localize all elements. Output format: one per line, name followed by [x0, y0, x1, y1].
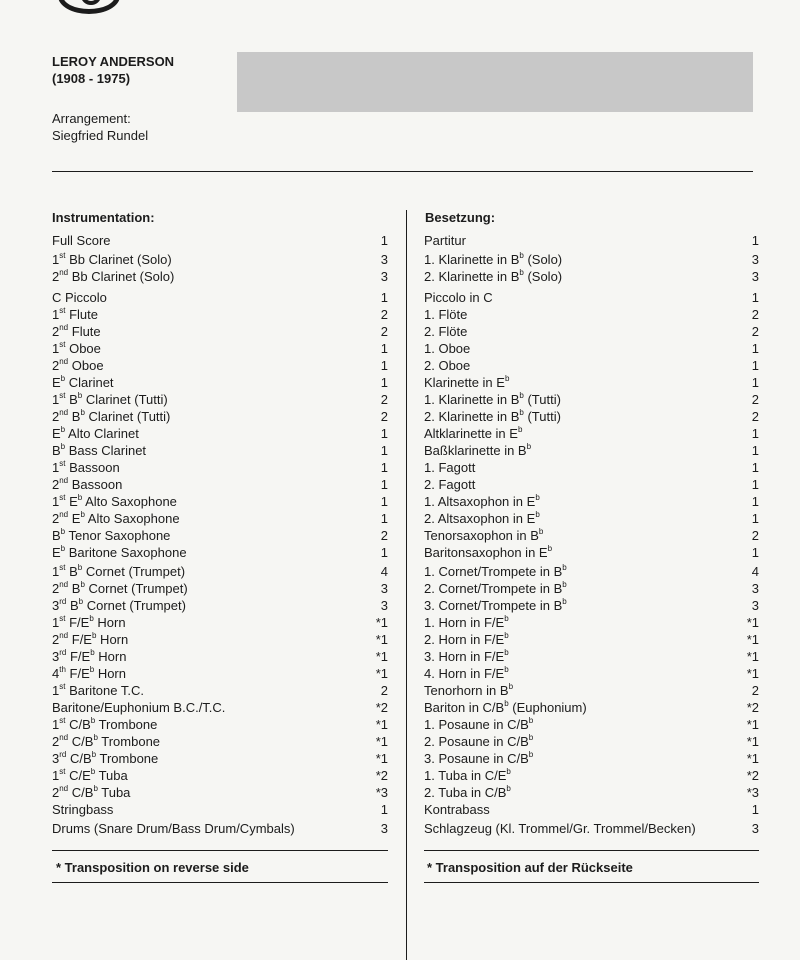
right-part-count: 1 — [751, 511, 759, 526]
right-instrument-name: Schlagzeug (Kl. Trommel/Gr. Trommel/Becken) — [424, 821, 696, 836]
right-list-row — [424, 460, 759, 477]
left-part-count: *1 — [375, 666, 388, 681]
left-part-count: *1 — [375, 734, 388, 749]
right-list-row — [424, 252, 759, 269]
left-list-row — [52, 341, 388, 358]
right-list-row — [424, 494, 759, 511]
right-footnote-bottom-rule — [424, 882, 759, 883]
right-instrument-name: 2. Klarinette in $B^b$ (Tutti) — [424, 407, 561, 424]
right-footnote: * Transposition auf der Rückseite — [427, 860, 633, 875]
right-footnote-top-rule — [424, 850, 759, 851]
left-instrument-name: 2nd Oboe — [52, 356, 104, 373]
right-part-count: 1 — [751, 358, 759, 373]
right-part-count: 1 — [751, 802, 759, 817]
left-part-count: 1 — [380, 358, 388, 373]
right-instrument-name: Klarinette in $E^b$ — [424, 373, 510, 390]
right-part-count: 1 — [751, 375, 759, 390]
right-part-count: 1 — [751, 443, 759, 458]
right-list-row — [424, 358, 759, 375]
right-part-count: 1 — [751, 233, 759, 248]
left-instrument-name: 1st $F/E^b$ Horn — [52, 613, 126, 630]
right-part-count: 3 — [751, 598, 759, 613]
right-list-row — [424, 632, 759, 649]
left-list-row — [52, 494, 388, 511]
instrumentation-list — [52, 233, 388, 841]
right-part-count: 1 — [751, 290, 759, 305]
right-list-row — [424, 821, 759, 841]
left-part-count: *3 — [375, 785, 388, 800]
right-instrument-name: Baßklarinette in $B^b$ — [424, 441, 532, 458]
left-part-count: *1 — [375, 717, 388, 732]
left-instrument-name: 2nd $F/E^b$ Horn — [52, 630, 129, 647]
right-part-count: *1 — [746, 632, 759, 647]
right-list-row — [424, 683, 759, 700]
right-list-row — [424, 717, 759, 734]
right-instrument-name: 1. Tuba in $C/E^b$ — [424, 766, 511, 783]
left-list-row — [52, 358, 388, 375]
left-instrument-name: 3rd $F/E^b$ Horn — [52, 647, 127, 664]
left-instrument-name: 2nd Flute — [52, 322, 101, 339]
left-part-count: 1 — [380, 511, 388, 526]
right-instrument-name: 3. Cornet/Trompete in $B^b$ — [424, 596, 567, 613]
left-list-row — [52, 426, 388, 443]
right-instrument-name: 1. Klarinette in $B^b$ (Solo) — [424, 250, 563, 267]
right-instrument-name: 2. Tuba in $C/B^b$ — [424, 783, 511, 800]
left-list-row — [52, 528, 388, 545]
left-list-row — [52, 802, 388, 821]
left-part-count: 3 — [380, 581, 388, 596]
left-instrument-name: C Piccolo — [52, 290, 107, 305]
left-list-row — [52, 581, 388, 598]
left-instrument-name: $B^b$ Tenor Saxophone — [52, 526, 171, 543]
left-instrument-name: 1st $E^b$ Alto Saxophone — [52, 492, 177, 509]
right-part-count: *1 — [746, 666, 759, 681]
right-part-count: 2 — [751, 409, 759, 424]
left-part-count: *2 — [375, 768, 388, 783]
left-list-row — [52, 233, 388, 252]
right-instrument-name: 2. Cornet/Trompete in $B^b$ — [424, 579, 567, 596]
right-part-count: 2 — [751, 392, 759, 407]
right-list-row — [424, 233, 759, 252]
right-part-count: *2 — [746, 768, 759, 783]
left-part-count: 1 — [380, 233, 388, 248]
right-instrument-name: 1. Fagott — [424, 460, 476, 475]
right-instrument-name: Tenorsaxophon in $B^b$ — [424, 526, 544, 543]
composer-name: LEROY ANDERSON — [52, 54, 175, 69]
right-instrument-name: 2. Horn in $F/E^b$ — [424, 630, 509, 647]
left-list-row — [52, 545, 388, 564]
left-instrument-name: Drums (Snare Drum/Bass Drum/Cymbals) — [52, 821, 295, 836]
left-instrument-name: 1st Oboe — [52, 339, 101, 356]
left-list-row — [52, 443, 388, 460]
left-instrument-name: 1st Flute — [52, 305, 98, 322]
arranger-block — [52, 110, 148, 144]
column-divider — [406, 210, 407, 960]
left-list-row — [52, 821, 388, 841]
left-footnote-bottom-rule — [52, 882, 388, 883]
left-instrument-name: Stringbass — [52, 802, 114, 817]
right-part-count: 3 — [751, 581, 759, 596]
besetzung-list — [424, 233, 759, 841]
left-part-count: 3 — [380, 269, 388, 284]
left-footnote: * Transposition on reverse side — [56, 860, 249, 875]
left-list-row — [52, 700, 388, 717]
right-part-count: 1 — [751, 545, 759, 560]
left-list-row — [52, 392, 388, 409]
right-instrument-name: Altklarinette in $E^b$ — [424, 424, 523, 441]
right-part-count: 1 — [751, 341, 759, 356]
left-list-row — [52, 615, 388, 632]
right-part-count: 1 — [751, 426, 759, 441]
left-part-count: 1 — [380, 477, 388, 492]
right-instrument-name: Bariton in $C/B^b$ (Euphonium) — [424, 698, 587, 715]
right-part-count: 2 — [751, 307, 759, 322]
right-list-row — [424, 341, 759, 358]
left-list-row — [52, 717, 388, 734]
left-part-count: 4 — [380, 564, 388, 579]
left-footnote-top-rule — [52, 850, 388, 851]
left-part-count: *1 — [375, 751, 388, 766]
right-list-row — [424, 443, 759, 460]
left-instrument-name: 2nd $B^b$ Cornet (Trumpet) — [52, 579, 188, 596]
left-list-row — [52, 269, 388, 290]
right-instrument-name: 1. Klarinette in $B^b$ (Tutti) — [424, 390, 561, 407]
left-instrument-name: 2nd $C/B^b$ Tuba — [52, 783, 131, 800]
left-instrument-name: 3rd $C/B^b$ Trombone — [52, 749, 159, 766]
left-instrument-name: $E^b$ Clarinet — [52, 373, 114, 390]
publisher-logo — [58, 0, 120, 14]
right-part-count: 4 — [751, 564, 759, 579]
left-instrument-name: 2nd $E^b$ Alto Saxophone — [52, 509, 180, 526]
left-instrument-name: $E^b$ Baritone Saxophone — [52, 543, 187, 560]
left-instrument-name: 3rd $B^b$ Cornet (Trumpet) — [52, 596, 186, 613]
left-instrument-name: 1st Bassoon — [52, 458, 120, 475]
right-instrument-name: 2. Oboe — [424, 358, 471, 373]
right-part-count: 2 — [751, 324, 759, 339]
right-part-count: 2 — [751, 683, 759, 698]
left-part-count: *1 — [375, 615, 388, 630]
left-list-row — [52, 768, 388, 785]
left-list-row — [52, 632, 388, 649]
left-part-count: 1 — [380, 443, 388, 458]
right-list-row — [424, 615, 759, 632]
right-instrument-name: 2. Flöte — [424, 324, 468, 339]
right-part-count: *1 — [746, 649, 759, 664]
left-list-row — [52, 252, 388, 269]
arrangement-label: Arrangement: — [52, 111, 131, 126]
left-list-row — [52, 734, 388, 751]
right-part-count: *1 — [746, 734, 759, 749]
right-list-row — [424, 324, 759, 341]
right-part-count: 1 — [751, 460, 759, 475]
right-list-row — [424, 477, 759, 494]
left-list-row — [52, 324, 388, 341]
right-list-row — [424, 700, 759, 717]
right-part-count: *1 — [746, 615, 759, 630]
left-list-row — [52, 649, 388, 666]
right-part-count: 3 — [751, 269, 759, 284]
left-part-count: 3 — [380, 821, 388, 836]
right-part-count: 2 — [751, 528, 759, 543]
right-list-row — [424, 269, 759, 290]
left-part-count: 1 — [380, 545, 388, 560]
left-part-count: 1 — [380, 426, 388, 441]
left-list-row — [52, 666, 388, 683]
right-part-count: *1 — [746, 751, 759, 766]
right-heading: Besetzung: — [425, 210, 496, 225]
right-list-row — [424, 734, 759, 751]
left-instrument-name: 2nd $B^b$ Clarinet (Tutti) — [52, 407, 171, 424]
left-instrument-name: 4th $F/E^b$ Horn — [52, 664, 126, 681]
right-list-row — [424, 768, 759, 785]
left-instrument-name: 1st Bb Clarinet (Solo) — [52, 250, 172, 267]
left-list-row — [52, 683, 388, 700]
right-list-row — [424, 581, 759, 598]
right-instrument-name: 2. Fagott — [424, 477, 476, 492]
left-list-row — [52, 511, 388, 528]
composer-dates: (1908 - 1975) — [52, 71, 131, 86]
left-instrument-name: Full Score — [52, 233, 111, 248]
left-instrument-name: 2nd Bassoon — [52, 475, 123, 492]
right-instrument-name: 1. Posaune in $C/B^b$ — [424, 715, 534, 732]
left-list-row — [52, 307, 388, 324]
right-list-row — [424, 802, 759, 821]
left-list-row — [52, 290, 388, 307]
right-instrument-name: Tenorhorn in $B^b$ — [424, 681, 514, 698]
right-list-row — [424, 564, 759, 581]
right-list-row — [424, 375, 759, 392]
left-list-row — [52, 751, 388, 768]
left-part-count: 1 — [380, 460, 388, 475]
right-list-row — [424, 545, 759, 564]
left-list-row — [52, 598, 388, 615]
left-part-count: 3 — [380, 252, 388, 267]
left-part-count: 1 — [380, 802, 388, 817]
left-part-count: 3 — [380, 598, 388, 613]
left-list-row — [52, 785, 388, 802]
left-part-count: 1 — [380, 290, 388, 305]
left-list-row — [52, 477, 388, 494]
right-instrument-name: 4. Horn in $F/E^b$ — [424, 664, 509, 681]
left-instrument-name: $E^b$ Alto Clarinet — [52, 424, 139, 441]
left-instrument-name: 2nd Bb Clarinet (Solo) — [52, 267, 175, 284]
left-list-row — [52, 460, 388, 477]
right-list-row — [424, 511, 759, 528]
right-list-row — [424, 290, 759, 307]
left-heading: Instrumentation: — [52, 210, 155, 225]
right-part-count: 3 — [751, 821, 759, 836]
right-instrument-name: 2. Altsaxophon in $E^b$ — [424, 509, 540, 526]
right-part-count: *1 — [746, 717, 759, 732]
right-instrument-name: 3. Horn in $F/E^b$ — [424, 647, 509, 664]
right-list-row — [424, 649, 759, 666]
left-part-count: *1 — [375, 649, 388, 664]
left-part-count: *2 — [375, 700, 388, 715]
right-instrument-name: Partitur — [424, 233, 466, 248]
right-instrument-name: 1. Flöte — [424, 307, 468, 322]
right-instrument-name: Kontrabass — [424, 802, 490, 817]
right-part-count: 1 — [751, 477, 759, 492]
right-instrument-name: 3. Posaune in $C/B^b$ — [424, 749, 534, 766]
publisher-logo-inner — [81, 0, 101, 5]
left-part-count: 2 — [380, 409, 388, 424]
right-list-row — [424, 426, 759, 443]
left-instrument-name: 1st $C/E^b$ Tuba — [52, 766, 128, 783]
right-instrument-name: Piccolo in C — [424, 290, 493, 305]
left-instrument-name: 2nd $C/B^b$ Trombone — [52, 732, 161, 749]
right-list-row — [424, 751, 759, 768]
right-list-row — [424, 666, 759, 683]
right-instrument-name: 2. Klarinette in $B^b$ (Solo) — [424, 267, 563, 284]
left-instrument-name: 1st Baritone T.C. — [52, 681, 144, 698]
left-part-count: 2 — [380, 392, 388, 407]
left-part-count: 2 — [380, 324, 388, 339]
arranger-name: Siegfried Rundel — [52, 128, 149, 143]
right-instrument-name: 1. Altsaxophon in $E^b$ — [424, 492, 540, 509]
right-list-row — [424, 392, 759, 409]
right-list-row — [424, 307, 759, 324]
left-list-row — [52, 409, 388, 426]
left-part-count: 2 — [380, 307, 388, 322]
right-part-count: *2 — [746, 700, 759, 715]
right-list-row — [424, 409, 759, 426]
right-instrument-name: 1. Cornet/Trompete in $B^b$ — [424, 562, 567, 579]
left-part-count: *1 — [375, 632, 388, 647]
left-instrument-name: Baritone/Euphonium B.C./T.C. — [52, 700, 226, 715]
composer-block — [52, 53, 174, 87]
right-instrument-name: Baritonsaxophon in $E^b$ — [424, 543, 553, 560]
title-placeholder-box — [237, 52, 753, 112]
right-list-row — [424, 785, 759, 802]
right-part-count: 1 — [751, 494, 759, 509]
left-list-row — [52, 564, 388, 581]
right-instrument-name: 1. Oboe — [424, 341, 471, 356]
right-list-row — [424, 528, 759, 545]
left-part-count: 2 — [380, 528, 388, 543]
left-part-count: 2 — [380, 683, 388, 698]
left-list-row — [52, 375, 388, 392]
left-part-count: 1 — [380, 341, 388, 356]
left-instrument-name: $B^b$ Bass Clarinet — [52, 441, 147, 458]
left-instrument-name: 1st $C/B^b$ Trombone — [52, 715, 158, 732]
left-part-count: 1 — [380, 375, 388, 390]
header-divider — [52, 171, 753, 172]
right-instrument-name: 1. Horn in $F/E^b$ — [424, 613, 509, 630]
left-instrument-name: 1st $B^b$ Cornet (Trumpet) — [52, 562, 186, 579]
right-part-count: *3 — [746, 785, 759, 800]
right-part-count: 3 — [751, 252, 759, 267]
right-instrument-name: 2. Posaune in $C/B^b$ — [424, 732, 534, 749]
left-instrument-name: 1st $B^b$ Clarinet (Tutti) — [52, 390, 168, 407]
left-part-count: 1 — [380, 494, 388, 509]
right-list-row — [424, 598, 759, 615]
